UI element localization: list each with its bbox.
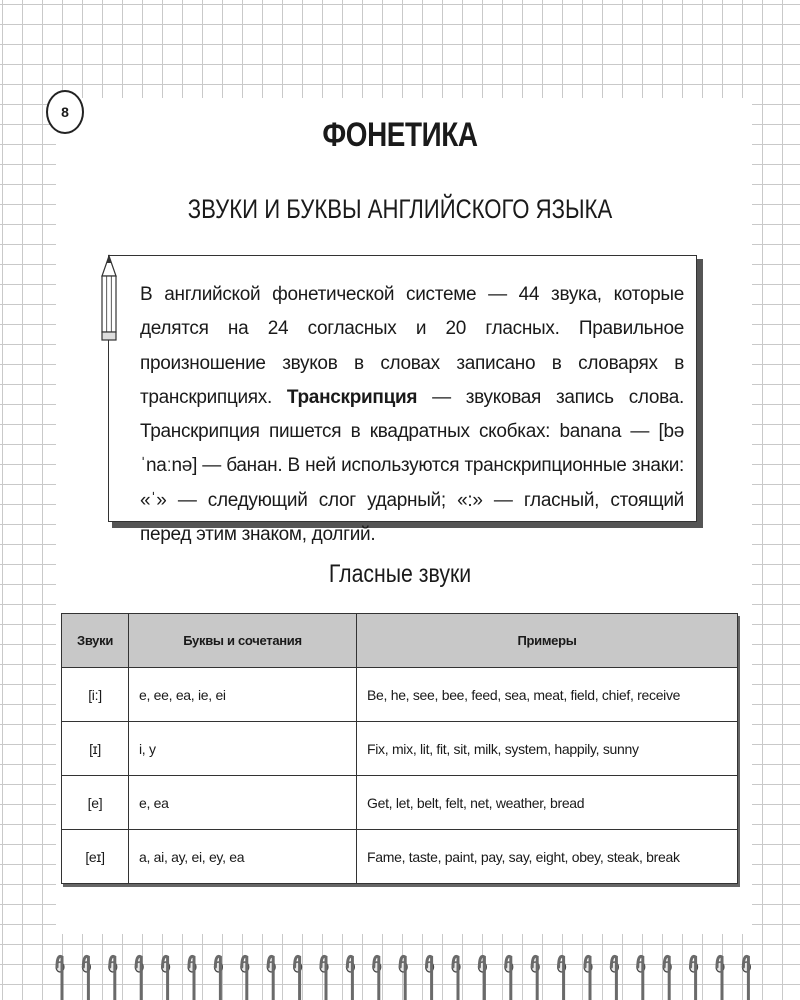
spiral-ring — [558, 956, 566, 1000]
spiral-ring — [584, 956, 592, 1000]
table-cell-letters: e, ea — [129, 776, 357, 830]
spiral-ring — [663, 956, 671, 1000]
spiral-ring — [82, 956, 90, 1000]
table-cell-sound: [eɪ] — [62, 830, 129, 884]
table-header-examples: Примеры — [357, 614, 738, 668]
spiral-ring — [610, 956, 618, 1000]
spiral-ring — [320, 956, 328, 1000]
spiral-ring — [478, 956, 486, 1000]
spiral-ring — [690, 956, 698, 1000]
note-text-part2: — звуковая запись слова. Транскрипция пишется в квадратных скобках: banana — [bəˈnaːnə] — банан. В ней используются транскрипционные знаки: «ˈ» — следующий слог ударный; «:» — гласный, стоящий перед этим знаком, долгий. — [140, 386, 684, 546]
vowels-table — [61, 613, 738, 884]
spiral-ring — [162, 956, 170, 1000]
table-header-sounds: Звуки — [62, 614, 129, 668]
table-cell-examples: Be, he, see, bee, feed, sea, meat, field, chief, receive — [357, 668, 738, 722]
spiral-ring — [214, 956, 222, 1000]
section-title: Гласные звуки — [328, 560, 472, 588]
table-cell-sound: [e] — [62, 776, 129, 830]
spiral-ring — [531, 956, 539, 1000]
note-bold-term: Транскрипция — [286, 386, 418, 408]
page-number: 8 — [46, 90, 84, 134]
table-row — [62, 830, 738, 884]
spiral-ring — [267, 956, 275, 1000]
note-text-part1: В английской фонетической системе — 44 звука, которые делятся на 24 согласных и 20 гласных. Правильное произношение звуков в словах записано в словарях в транскрипциях. — [140, 284, 684, 408]
table-cell-letters: e, ee, ea, ie, ei — [129, 668, 357, 722]
table-cell-examples: Fame, taste, paint, pay, say, eight, obey, steak, break — [357, 830, 738, 884]
table-cell-letters: i, y — [129, 722, 357, 776]
spiral-ring — [241, 956, 249, 1000]
table-cell-examples: Fix, mix, lit, fit, sit, milk, system, happily, sunny — [357, 722, 738, 776]
spiral-ring — [637, 956, 645, 1000]
spiral-ring — [426, 956, 434, 1000]
spiral-ring — [742, 956, 750, 1000]
page-title: ФОНЕТИКА — [322, 116, 478, 154]
table-cell-examples: Get, let, belt, felt, net, weather, bread — [357, 776, 738, 830]
spiral-ring — [346, 956, 354, 1000]
spiral-ring — [716, 956, 724, 1000]
spiral-ring — [109, 956, 117, 1000]
spiral-ring — [505, 956, 513, 1000]
table-row — [62, 776, 738, 830]
table-cell-letters: a, ai, ay, ei, ey, ea — [129, 830, 357, 884]
spiral-ring — [135, 956, 143, 1000]
table-cell-sound: [i:] — [62, 668, 129, 722]
table-row — [62, 722, 738, 776]
pencil-icon — [96, 254, 122, 344]
spiral-ring — [56, 956, 64, 1000]
table-header-letters: Буквы и сочетания — [129, 614, 357, 668]
table-row — [62, 668, 738, 722]
spiral-ring — [399, 956, 407, 1000]
table-header-row — [62, 614, 738, 668]
spiral-binding — [0, 950, 800, 1000]
spiral-ring — [373, 956, 381, 1000]
spiral-ring — [294, 956, 302, 1000]
page-subtitle: ЗВУКИ И БУКВЫ АНГЛИЙСКОГО ЯЗЫКА — [187, 194, 613, 224]
note-text — [140, 278, 684, 552]
table-cell-sound: [ɪ] — [62, 722, 129, 776]
spiral-ring — [188, 956, 196, 1000]
spiral-ring — [452, 956, 460, 1000]
